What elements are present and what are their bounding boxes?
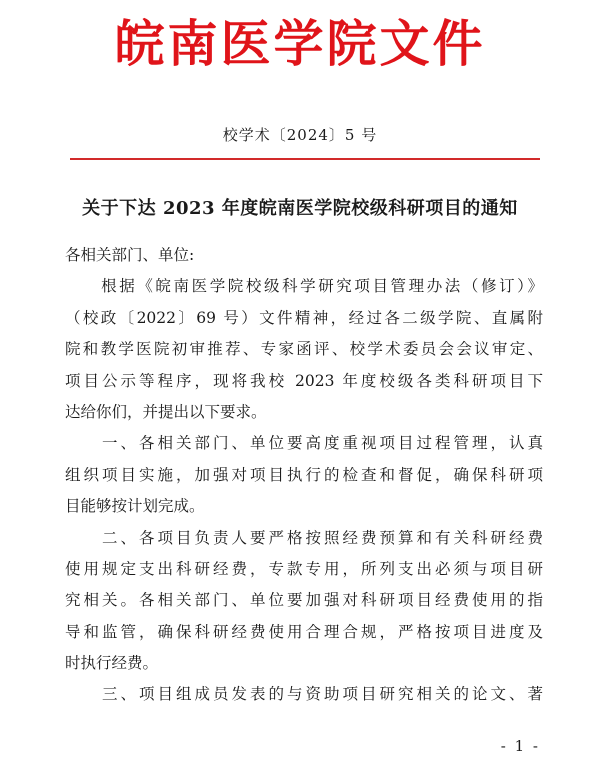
paragraph-3-line-4: 导和监管，确保科研经费使用合理合规，严格按项目进度及 (65, 622, 543, 641)
paragraph-3-line-3: 究相关。各相关部门、单位要加强对科研项目经费使用的指 (65, 591, 543, 610)
paragraph-1-line-3: 院和教学医院初审推荐、专家函评、校学术委员会会议审定、 (65, 340, 543, 359)
page-number: - 1 - (500, 737, 540, 755)
paragraph-1-line-2: （校政〔2022〕69 号）文件精神，经过各二级学院、直属附 (65, 308, 543, 327)
document-title: 关于下达 2023 年度皖南医学院校级科研项目的通知 (82, 198, 518, 219)
paragraph-3-line-2: 使用规定支出科研经费，专款专用，所列支出必须与项目研 (65, 559, 543, 578)
paragraph-2-line-1: 一、各相关部门、单位要高度重视项目过程管理，认真 (65, 434, 543, 453)
paragraph-4-line-1: 三、项目组成员发表的与资助项目研究相关的论文、著 (65, 685, 543, 704)
paragraph-1-line-4: 项目公示等程序，现将我校 2023 年度校级各类科研项目下 (65, 371, 543, 390)
document-body (65, 240, 543, 711)
document-masthead: 皖南医学院文件 (114, 15, 486, 73)
paragraph-1-line-1: 根据《皖南医学院校级科学研究项目管理办法（修订）》 (65, 277, 543, 296)
red-divider-line (70, 158, 540, 160)
paragraph-3-line-1: 二、各项目负责人要严格按照经费预算和有关科研经费 (65, 528, 543, 547)
paragraph-1-line-5: 达给你们，并提出以下要求。 (65, 402, 267, 421)
paragraph-2-line-3: 目能够按计划完成。 (65, 497, 205, 516)
paragraph-3-line-5: 时执行经费。 (65, 654, 159, 673)
paragraph-2-line-2: 组织项目实施，加强对项目执行的检查和督促，确保科研项 (65, 465, 543, 484)
document-number: 校学术〔2024〕5 号 (222, 126, 378, 144)
salutation: 各相关部门、单位: (65, 246, 195, 264)
